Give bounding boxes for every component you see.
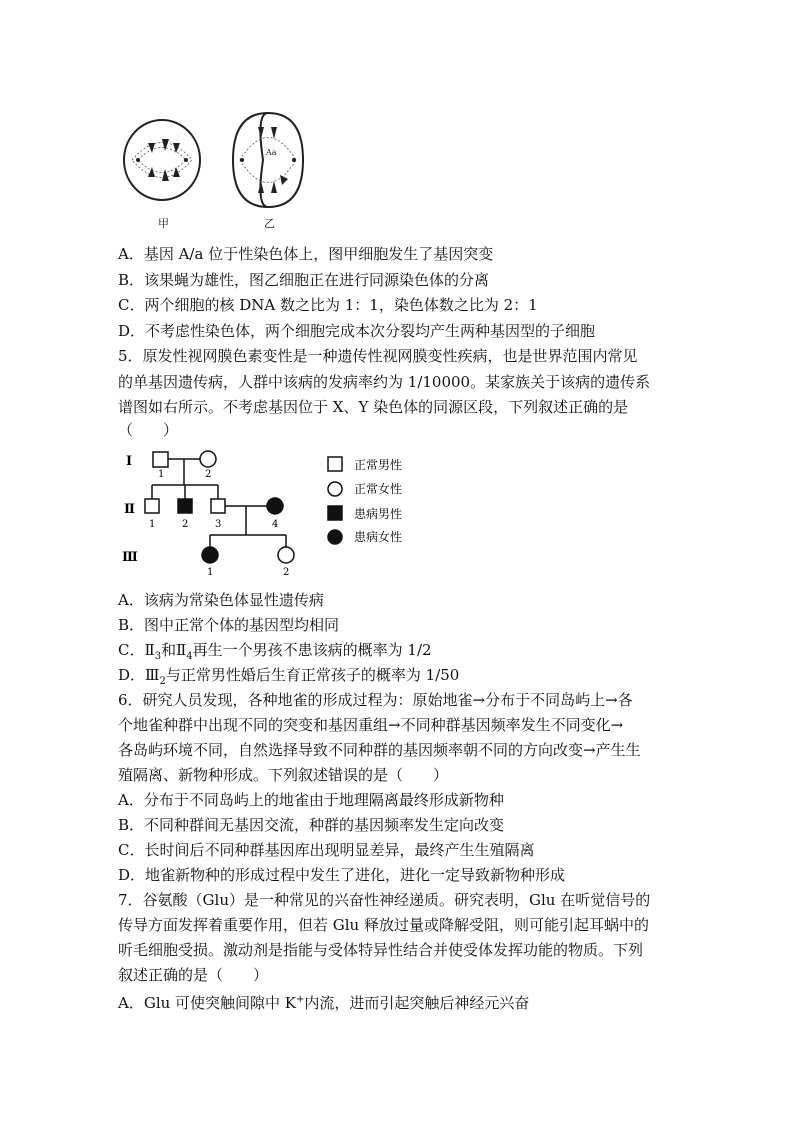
ind-I1-normal-male [153, 452, 168, 467]
legend-normal-female: 正常女性 [354, 482, 403, 496]
ind-II1-normal-male [145, 499, 159, 513]
gen-label-3: Ⅲ [122, 550, 138, 565]
svg-text:Aa: Aa [266, 148, 277, 157]
pedigree-chart [118, 445, 428, 580]
q7-stem-line-2: 传导方面发挥着重要作用，但若 Glu 释放过量或降解受阻，则可能引起耳蜗中的 [118, 916, 649, 934]
ind-num-II2: 2 [182, 519, 189, 530]
q7-option-a: A．Glu 可使突触间隙中 K+内流，进而引起突触后神经元兴奋 [118, 994, 530, 1012]
q4-option-b: B．该果蝇为雄性，图乙细胞正在进行同源染色体的分离 [118, 271, 490, 289]
ind-II2-affected-male [178, 499, 192, 513]
q4-option-a: A．基因 A/a 位于性染色体上，图甲细胞发生了基因突变 [118, 245, 494, 263]
legend-affected-male: 患病男性 [354, 507, 403, 521]
q5-option-a: A．该病为常染色体显性遗传病 [118, 591, 324, 609]
q5-option-c: C．$Ⅱ_3$和$Ⅱ_4$再生一个男孩不患该病的概率为 1/2 [118, 641, 432, 662]
gen-label-1: Ⅰ [126, 454, 133, 469]
ind-num-II4: 4 [272, 519, 279, 530]
gen-label-2: Ⅱ [124, 502, 135, 517]
q7-stem-line-4: 叙述正确的是（ ） [118, 966, 269, 984]
q6-option-a: A．分布于不同岛屿上的地雀由于地理隔离最终形成新物种 [118, 791, 504, 809]
q7-stem-line-1: 7．谷氨酸（Glu）是一种常见的兴奋性神经递质。研究表明，Glu 在听觉信号的 [118, 891, 651, 909]
q5-stem-line-1: 5．原发性视网膜色素变性是一种遗传性视网膜变性疾病，也是世界范围内常见 [118, 347, 638, 365]
q6-option-b: B．不同种群间无基因交流，种群的基因频率发生定向改变 [118, 816, 505, 834]
ind-num-III1: 1 [207, 567, 214, 578]
cell-yi [233, 113, 303, 207]
q6-option-c: C．长时间后不同种群基因库出现明显差异，最终产生生殖隔离 [118, 841, 535, 859]
cell-label-yi: 乙 [264, 217, 275, 230]
q6-option-d: D．地雀新物种的形成过程中发生了进化，进化一定导致新物种形成 [118, 866, 566, 884]
ind-II3-normal-male [211, 499, 225, 513]
q5-option-b: B．图中正常个体的基因型均相同 [118, 616, 340, 634]
ind-num-II1: 1 [149, 519, 156, 530]
pedigree-legend [328, 457, 402, 544]
legend-normal-male: 正常男性 [354, 458, 403, 472]
legend-affected-female: 患病女性 [354, 530, 403, 544]
ind-I2-normal-female [200, 451, 216, 467]
q4-option-c: C．两个细胞的核 DNA 数之比为 1：1，染色体数之比为 2：1 [118, 296, 538, 314]
q5-option-d: D．$Ⅲ_2$与正常男性婚后生育正常孩子的概率为 1/50 [118, 666, 460, 687]
q6-stem-line-1: 6．研究人员发现，各种地雀的形成过程为：原始地雀→分布于不同岛屿上→各 [118, 691, 633, 709]
ind-III1-affected-female [202, 547, 218, 563]
q5-stem-line-4: （ ） [118, 421, 179, 439]
q4-option-d: D．不考虑性染色体，两个细胞完成本次分裂均产生两种基因型的子细胞 [118, 322, 596, 340]
q6-stem-line-2: 个地雀种群中出现不同的突变和基因重组→不同种群基因频率发生不同变化→ [118, 716, 624, 734]
cell-division-figure [118, 105, 318, 235]
ind-num-II3: 3 [215, 519, 222, 530]
q7-stem-line-3: 听毛细胞受损。激动剂是指能与受体特异性结合并使受体发挥功能的物质。下列 [118, 941, 644, 959]
q5-stem-line-3: 谱图如右所示。不考虑基因位于 X、Y 染色体的同源区段，下列叙述正确的是 [118, 398, 629, 416]
cell-label-jia: 甲 [158, 217, 169, 230]
ind-num-I1: 1 [158, 469, 165, 480]
q6-stem-line-4: 殖隔离、新物种形成。下列叙述错误的是（ ） [118, 766, 449, 784]
ind-num-III2: 2 [283, 567, 290, 578]
cell-jia [124, 120, 200, 200]
q6-stem-line-3: 各岛屿环境不同，自然选择导致不同种群的基因频率朝不同的方向改变→产生生 [118, 741, 641, 759]
ind-II4-affected-female [267, 498, 283, 514]
ind-III2-normal-female [278, 547, 294, 563]
ind-num-I2: 2 [205, 469, 212, 480]
q5-stem-line-2: 的单基因遗传病，人群中该病的发病率约为 1/10000。某家族关于该病的遗传系 [118, 373, 651, 391]
